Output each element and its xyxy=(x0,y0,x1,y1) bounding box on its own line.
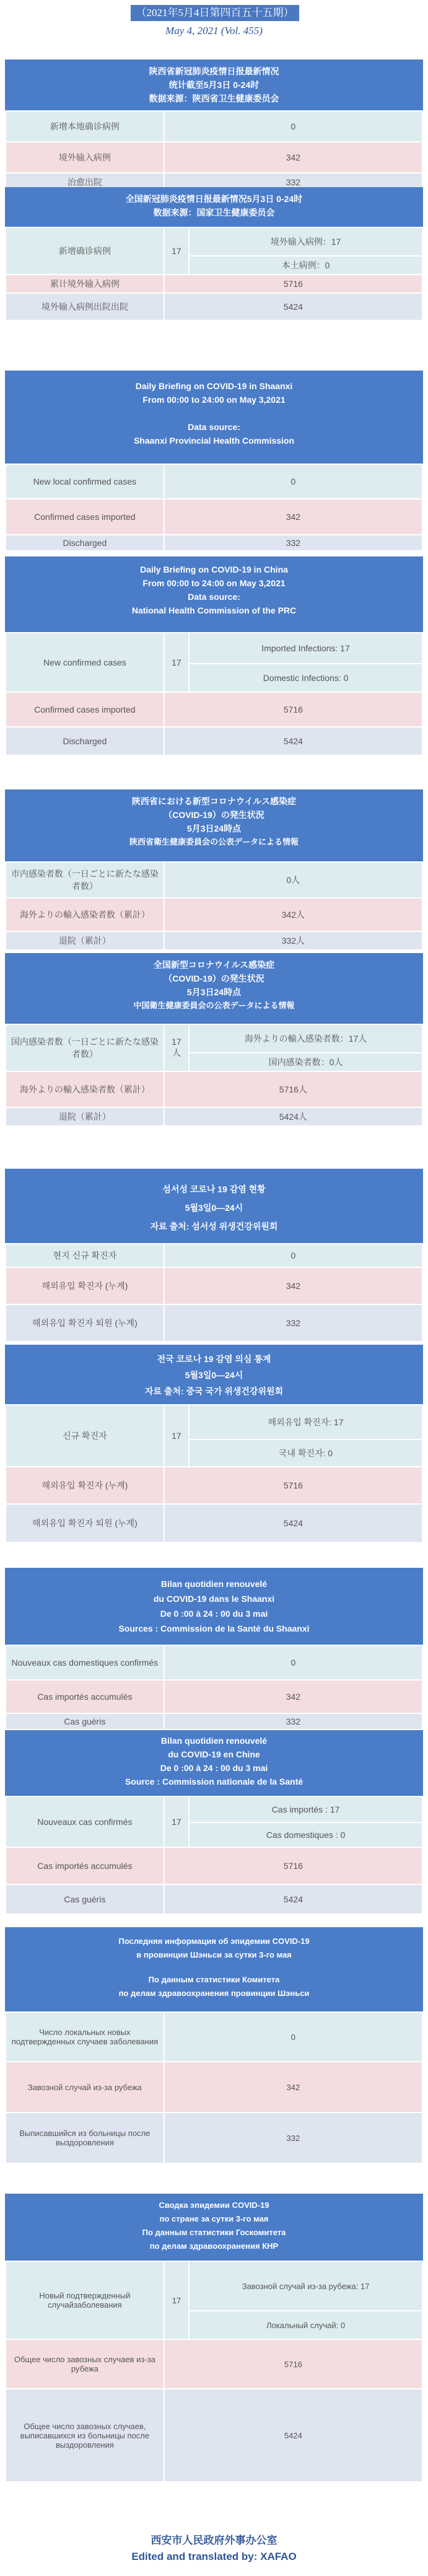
ko-shaanxi-title: 섬서성 코로나 19 감염 현황 5월3일0—24시 자료 출처: 섬서성 위생건강위원회 xyxy=(5,1169,423,1243)
table-row: 海外よりの輸入感染者数（累計） 5716人 xyxy=(6,1071,422,1107)
en-china-section xyxy=(5,556,423,756)
table-row: 해외유입 확진자 퇴원 (누계) 5424 xyxy=(6,1504,422,1542)
fr-shaanxi-section xyxy=(5,1568,423,1730)
issue-header xyxy=(0,0,428,50)
ja-shaanxi-title: 陝西省における新型コロナウイルス感染症 （COVID-19）の発生状況 5月3日24時点 陝西省衛生健康委員会の公表データによる情報 xyxy=(5,789,423,861)
en-shaanxi-table xyxy=(5,464,423,552)
issue-date: May 4, 2021 (Vol. 455) xyxy=(165,25,263,37)
ja-china-section xyxy=(5,953,423,1127)
table-row: 国内感染者数（一日ごとに新たな感染者数） 17人 海外よりの輸入感染者数：17人 xyxy=(6,1024,422,1053)
zh-china-table xyxy=(5,227,423,321)
table-row: Nouveaux cas domestiques confirmés 0 xyxy=(6,1645,422,1680)
table-row: New local confirmed cases 0 xyxy=(6,464,422,499)
ko-shaanxi-section xyxy=(5,1169,423,1342)
table-row: New confirmed cases 17 Imported Infections: 17 xyxy=(6,633,422,664)
ru-china-section xyxy=(5,2194,423,2482)
issue-label: （2021年5月4日第四百五十五期） xyxy=(131,5,299,21)
footer xyxy=(0,2531,428,2563)
table-row: Domestic Infections: 0 xyxy=(6,664,422,692)
table-row: 市内感染者数（一日ごとに新たな感染者数） 0人 xyxy=(6,862,422,898)
ja-china-title: 全国新型コロナウイルス感染症 （COVID-19）の発生状況 5月3日24時点 中国衛生健康委員会の公表データによる情報 xyxy=(5,953,423,1024)
fr-china-table xyxy=(5,1796,423,1915)
table-row: Локальный случай: 0 xyxy=(6,2311,422,2339)
table-row: Cas domestiques : 0 xyxy=(6,1822,422,1847)
ja-shaanxi-table xyxy=(5,861,423,951)
table-row: Выписавшийся из больницы после выздоровления 332 xyxy=(6,2112,422,2163)
table-row: Cas guéris 5424 xyxy=(6,1884,422,1914)
ko-china-section xyxy=(5,1345,423,1543)
ko-shaanxi-table xyxy=(5,1243,423,1342)
table-row: 新增本地确诊病例 0 xyxy=(6,111,422,142)
zh-china-section xyxy=(5,187,423,321)
table-row: Число локальных новых подтвержденных случаев заболевания 0 xyxy=(6,2012,422,2062)
en-china-table xyxy=(5,632,423,756)
ru-shaanxi-section xyxy=(5,1927,423,2164)
fr-china-section xyxy=(5,1730,423,1915)
table-row: 해외유입 확진자 퇴원 (누계) 332 xyxy=(6,1304,422,1342)
table-row: 海外よりの輸入感染者数（累計） 342人 xyxy=(6,898,422,931)
table-row: 退院（累計） 5424人 xyxy=(6,1107,422,1126)
table-row: Cas guéris 332 xyxy=(6,1713,422,1730)
fr-china-title: Bilan quotidien renouvelé du COVID-19 en Chine De 0 :00 à 24 : 00 du 3 mai Source : Commission nationale de la Santé xyxy=(5,1730,423,1796)
table-row: Новый подтвержденный случайзаболевания 17 Завозной случай из-за рубежа: 17 xyxy=(6,2261,422,2311)
en-shaanxi-title: Daily Briefing on COVID-19 in Shaanxi From 00:00 to 24:00 on May 3,2021 Data source: Shaanxi Provincial Health Commission xyxy=(5,371,423,464)
ru-china-title: Сводка эпидемии COVID-19 по стране за сутки 3-го мая По данным статистики Госкомитета по делам здравоохранения КНР xyxy=(5,2194,423,2261)
table-row: Discharged 332 xyxy=(6,535,422,551)
table-row: Общее число завозных случаев, выписавшихся из больницы после выздоровления 5424 xyxy=(6,2389,422,2482)
table-row: Nouveaux cas confirmés 17 Cas importés : 17 xyxy=(6,1796,422,1822)
table-row: Cas importés accumulés 342 xyxy=(6,1680,422,1713)
ru-china-table xyxy=(5,2261,423,2482)
table-row: 현지 신규 확진자 0 xyxy=(6,1244,422,1267)
table-row: 국내 확진자: 0 xyxy=(6,1440,422,1467)
table-row: 本土病例：0 xyxy=(6,256,422,275)
table-row: 신규 확진자 17 해외유입 확진자: 17 xyxy=(6,1405,422,1440)
table-row: 退院（累計） 332人 xyxy=(6,931,422,950)
en-shaanxi-section xyxy=(5,371,423,552)
fr-shaanxi-table xyxy=(5,1645,423,1730)
zh-shaanxi-title: 陕西省新冠肺炎疫情日报最新情况 统计截至5月3日 0-24时 数据来源：陕西省卫生健康委员会 xyxy=(5,59,423,110)
table-row: 境外输入病例出院出院 5424 xyxy=(6,293,422,320)
table-row: Завозной случай из-за рубежа 342 xyxy=(6,2062,422,2112)
zh-china-title: 全国新冠肺炎疫情日报最新情况5月3日 0-24时 数据来源：国家卫生健康委员会 xyxy=(5,187,423,227)
table-row: 境外输入病例 342 xyxy=(6,142,422,173)
ru-shaanxi-title: Последняя информация об эпидемии COVID-19 в провинции Шэньси за сутки 3-го мая По данным статистики Комитета по делам здравоохранения провинции Шэньси xyxy=(5,1927,423,2011)
zh-shaanxi-table xyxy=(5,110,423,192)
table-row: Общее число завозных случаев из-за рубежа 5716 xyxy=(6,2339,422,2389)
table-row: 国内感染者数：0人 xyxy=(6,1053,422,1071)
ja-shaanxi-section xyxy=(5,789,423,951)
fr-shaanxi-title: Bilan quotidien renouvelé du COVID-19 dans le Shaanxi De 0 :00 à 24 : 00 du 3 mai Sources : Commission de la Santé du Shaanxi xyxy=(5,1568,423,1645)
table-row: 新增确诊病例 17 境外输入病例：17 xyxy=(6,227,422,256)
table-row: Cas importés accumulés 5716 xyxy=(6,1847,422,1884)
table-row: 해외유입 확진자 (누계) 342 xyxy=(6,1267,422,1304)
table-row: Discharged 5424 xyxy=(6,727,422,755)
ja-china-table xyxy=(5,1024,423,1127)
footer-office: 西安市人民政府外事办公室 xyxy=(151,2534,277,2546)
zh-shaanxi-section xyxy=(5,59,423,192)
table-row: 治愈出院 332 xyxy=(6,173,422,191)
table-row: 累计境外输入病例 5716 xyxy=(6,275,422,293)
table-row: 해외유입 확진자 (누계) 5716 xyxy=(6,1467,422,1504)
table-row: Confirmed cases imported 342 xyxy=(6,499,422,535)
en-china-title: Daily Briefing on COVID-19 in China From 00:00 to 24:00 on May 3,2021 Data source: National Health Commission of the PRC xyxy=(5,556,423,632)
footer-credit: Edited and translated by: XAFAO xyxy=(131,2551,297,2562)
ko-china-title: 전국 코로나 19 감염 의심 통계 5월3일0—24시 자료 출처: 중국 국가 위생건강위원회 xyxy=(5,1345,423,1404)
ko-china-table xyxy=(5,1404,423,1543)
table-row: Confirmed cases imported 5716 xyxy=(6,692,422,727)
ru-shaanxi-table xyxy=(5,2011,423,2164)
